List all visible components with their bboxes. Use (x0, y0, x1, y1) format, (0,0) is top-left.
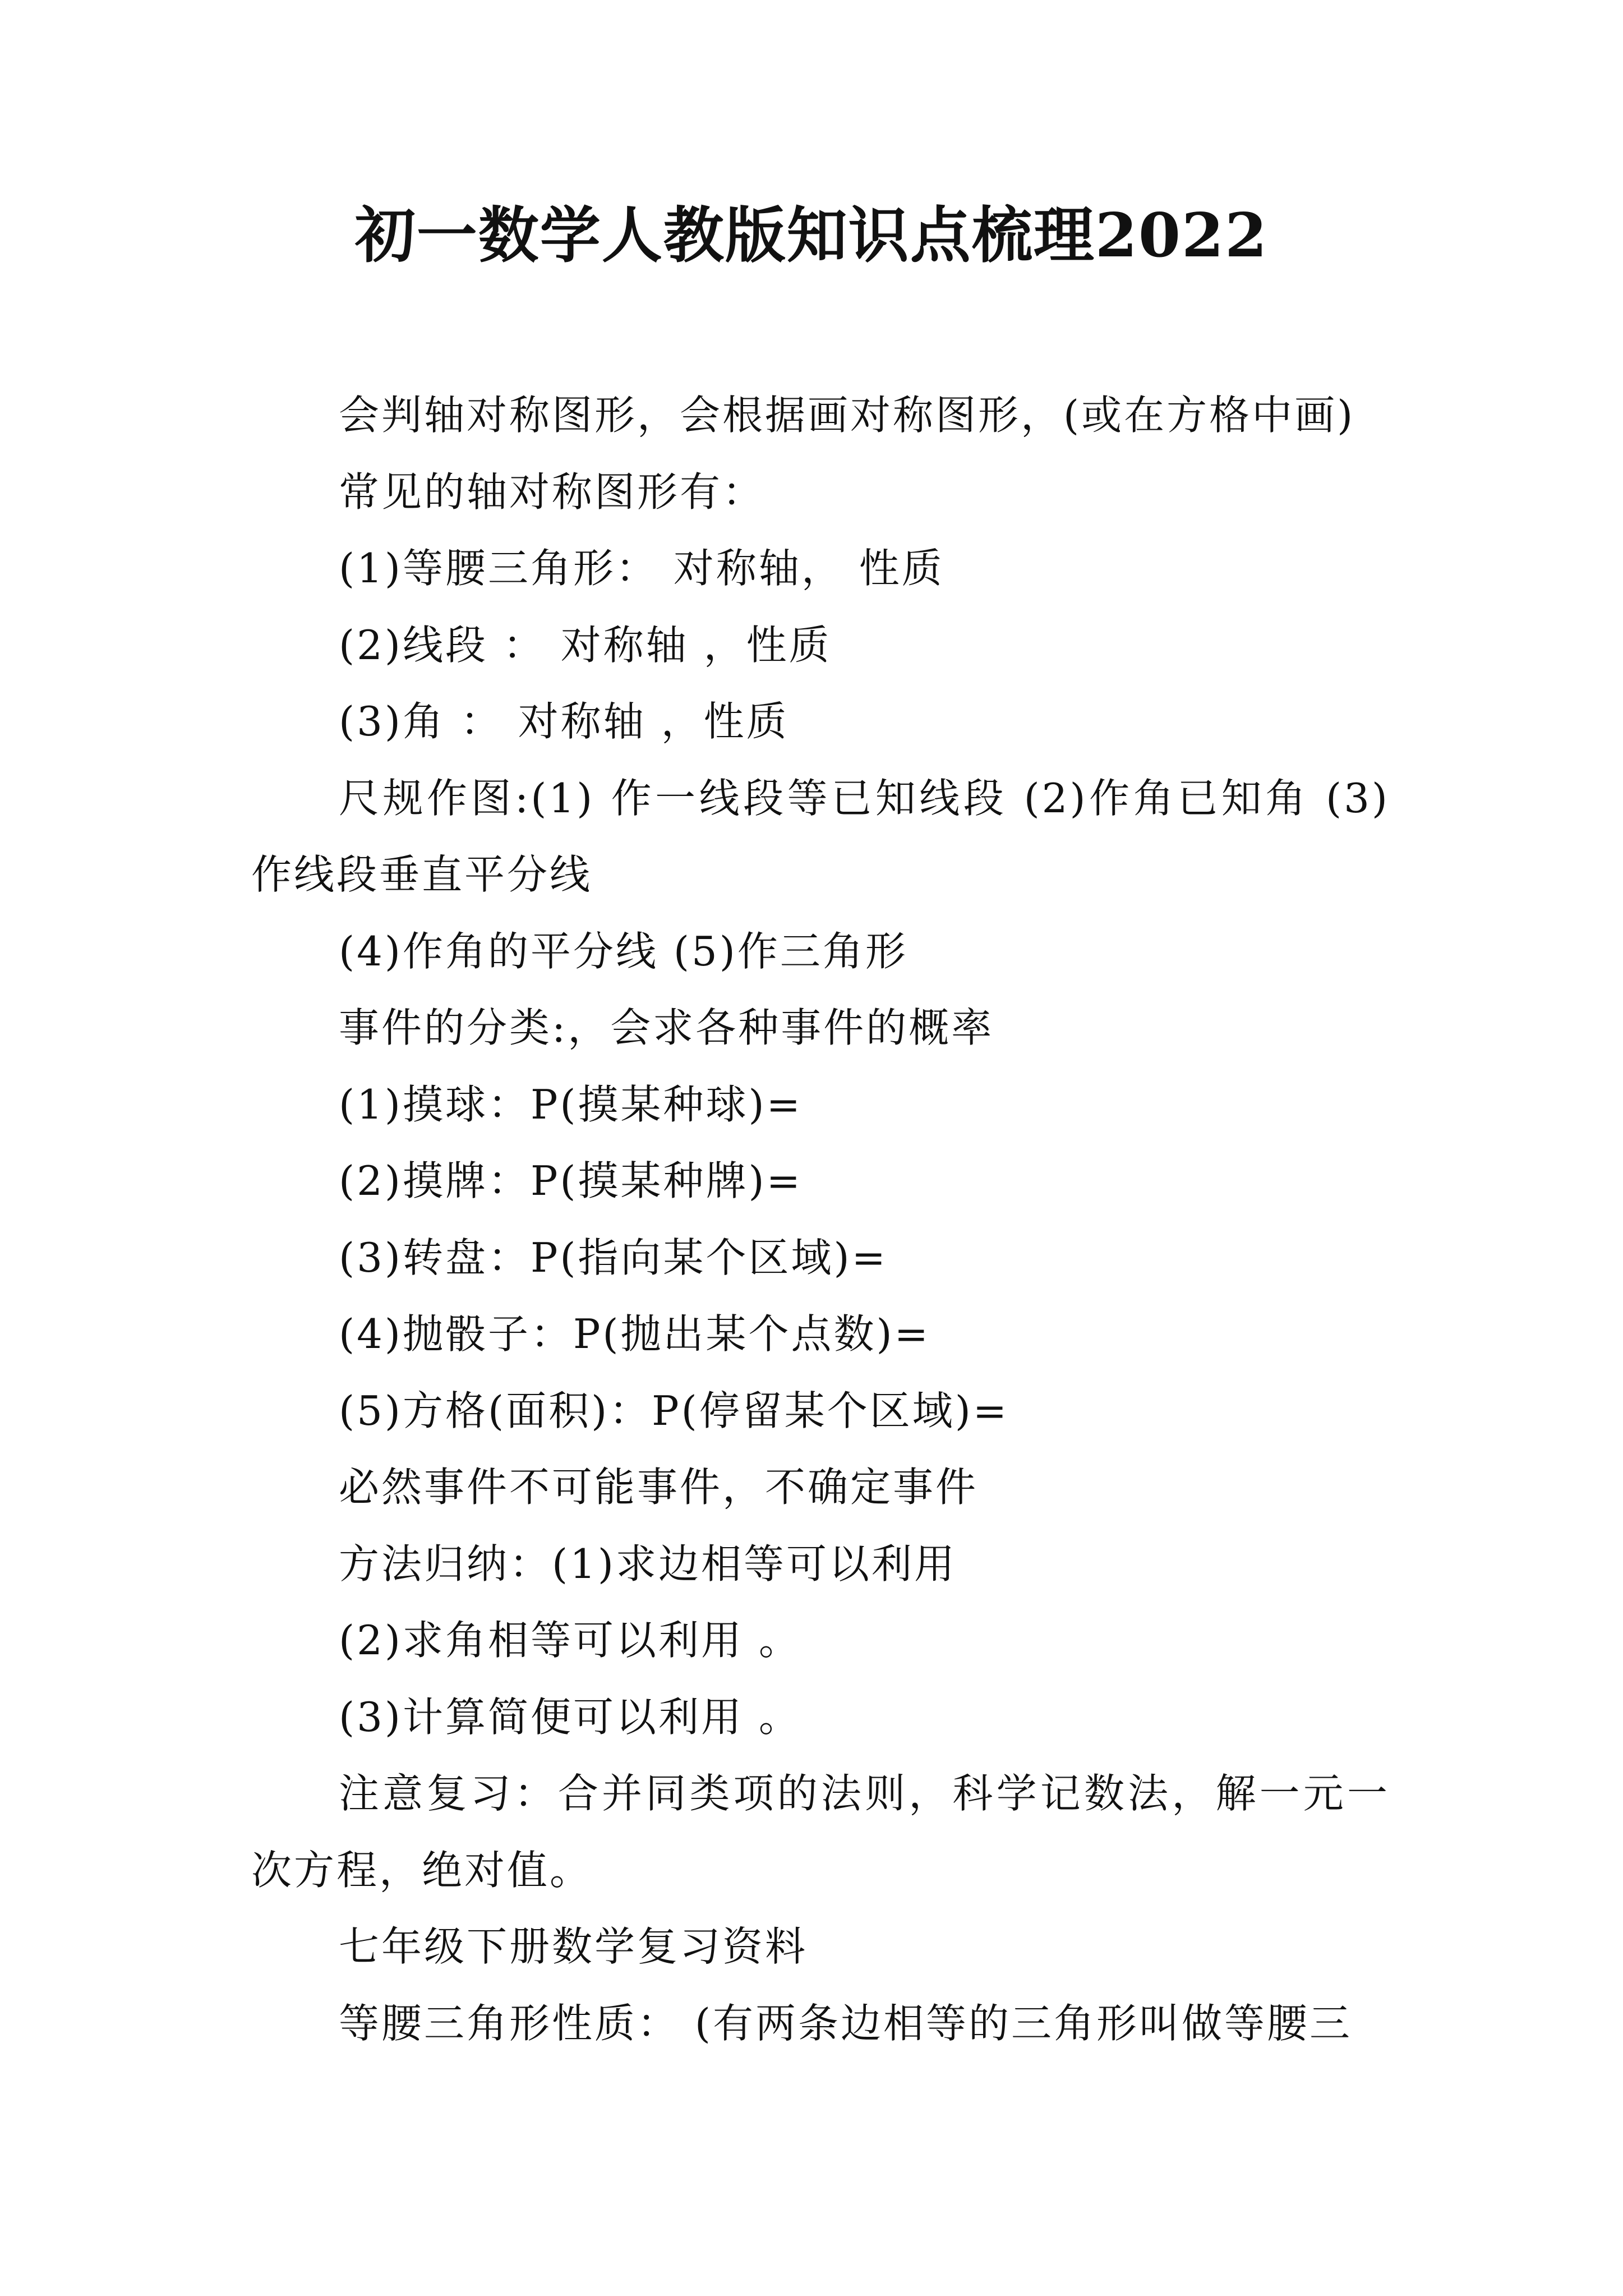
paragraph: 等腰三角形性质： (有两条边相等的三角形叫做等腰三 (339, 1999, 1352, 2047)
paragraph: (3)转盘：P(指向某个区域)= (339, 1234, 888, 1281)
paragraph: (2)线段 ： 对称轴 ，性质 (339, 621, 832, 669)
paragraph: 七年级下册数学复习资料 (339, 1923, 808, 1970)
document-title: 初一数学人教版知识点梳理2022 (354, 200, 1269, 271)
paragraph: 必然事件不可能事件，不确定事件 (339, 1464, 979, 1511)
paragraph: (1)摸球：P(摸某种球)= (339, 1080, 803, 1128)
paragraph: 事件的分类:，会求各种事件的概率 (339, 1004, 994, 1051)
paragraph: (4)作角的平分线 (5)作三角形 (339, 927, 908, 975)
paragraph: (4)抛骰子：P(抛出某个点数)= (339, 1310, 930, 1358)
paragraph: (2)求角相等可以利用 。 (339, 1617, 801, 1664)
paragraph: (2)摸牌：P(摸某种牌)= (339, 1157, 803, 1204)
document-body (251, 377, 1390, 2062)
paragraph: (3)角 ： 对称轴 ，性质 (339, 698, 789, 745)
paragraph: 方法归纳：(1)求边相等可以利用 (339, 1540, 957, 1588)
paragraph: (3)计算简便可以利用 。 (339, 1693, 801, 1741)
paragraph: 注意复习：合并同类项的法则，科学记数法，解一元一次方程，绝对值。 (251, 1770, 1390, 1894)
paragraph: (5)方格(面积)：P(停留某个区域)= (339, 1387, 1009, 1434)
paragraph: 常见的轴对称图形有： (339, 468, 766, 516)
paragraph: (1)等腰三角形： 对称轴， 性质 (339, 545, 944, 592)
paragraph: 会判轴对称图形，会根据画对称图形，(或在方格中画) (339, 392, 1355, 439)
paragraph: 尺规作图:(1) 作一线段等已知线段 (2)作角已知角 (3)作线段垂直平分线 (251, 774, 1390, 898)
